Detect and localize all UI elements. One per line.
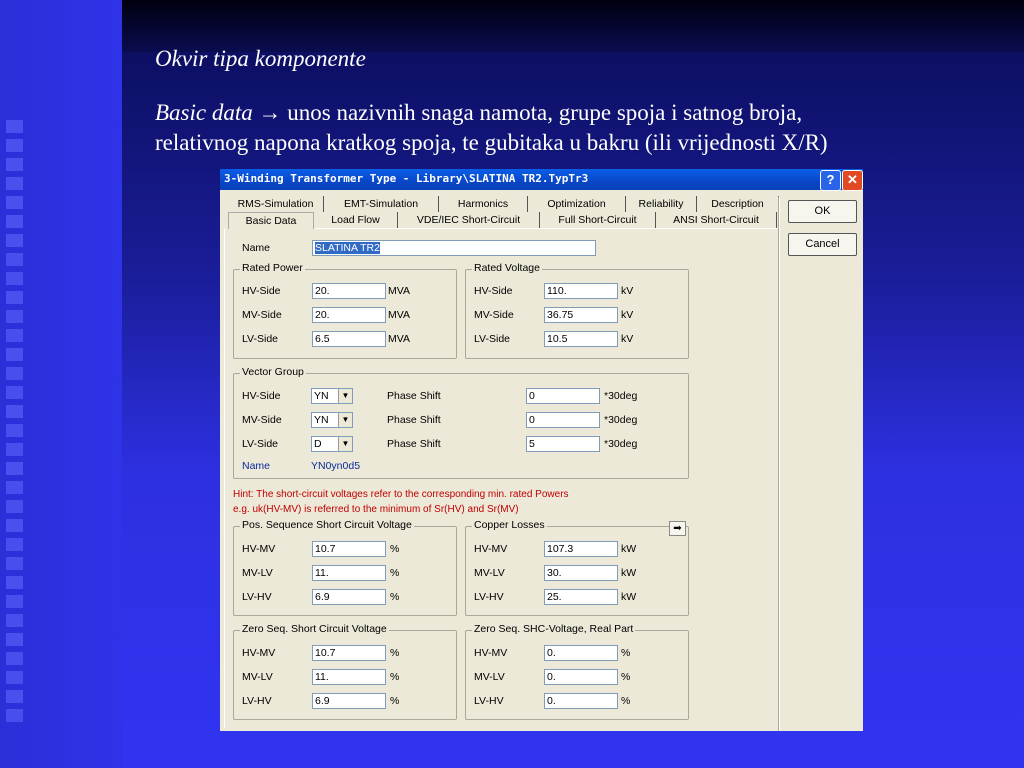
- tab-description[interactable]: Description: [697, 196, 779, 212]
- tab-rms-simulation[interactable]: RMS-Simulation: [228, 196, 324, 212]
- zero-real-lvhv-input[interactable]: 0.: [544, 693, 618, 709]
- rated-power-lv-input[interactable]: 6.5: [312, 331, 386, 347]
- decorative-square: [6, 158, 23, 171]
- decorative-square: [6, 519, 23, 532]
- zero-real-lvhv-unit: %: [621, 695, 631, 707]
- close-button[interactable]: ✕: [842, 170, 863, 191]
- vector-mv-shift-unit: *30deg: [604, 414, 638, 426]
- slide-heading: Okvir tipa komponente: [155, 46, 366, 71]
- zero-seq-hvmv-input[interactable]: 10.7: [312, 645, 386, 661]
- rated-voltage-lv-label: LV-Side: [474, 333, 510, 345]
- rated-power-hv-unit: MVA: [388, 285, 410, 297]
- zero-real-hvmv-label: HV-MV: [474, 647, 508, 659]
- rated-voltage-mv-unit: kV: [621, 309, 634, 321]
- decorative-square: [6, 253, 23, 266]
- tab-full-short-circuit[interactable]: Full Short-Circuit: [540, 212, 656, 228]
- vector-group-group: [233, 366, 689, 479]
- tabs-row-2: [228, 212, 778, 229]
- pos-seq-mvlv-label: MV-LV: [242, 567, 273, 579]
- decorative-square: [6, 557, 23, 570]
- rated-power-mv-input[interactable]: 20.: [312, 307, 386, 323]
- rated-power-lv-label: LV-Side: [242, 333, 278, 345]
- decorative-square: [6, 120, 23, 133]
- vector-hv-shift-unit: *30deg: [604, 390, 638, 402]
- tab-panel-divider: [778, 197, 780, 731]
- slide-line-3: relativnog napona kratkog spoja, te gubitaka u bakru (ili vrijednosti X/R): [155, 130, 828, 155]
- zero-real-title: Zero Seq. SHC-Voltage, Real Part: [474, 623, 634, 635]
- vector-lv-select[interactable]: [311, 436, 353, 452]
- dropdown-arrow-icon[interactable]: ▼: [338, 437, 352, 451]
- vector-name-value: YN0yn0d5: [311, 460, 361, 472]
- vector-hv-label: HV-Side: [242, 390, 281, 402]
- rated-voltage-hv-input[interactable]: 110.: [544, 283, 618, 299]
- tab-ansi-short-circuit[interactable]: ANSI Short-Circuit: [656, 212, 777, 228]
- copper-hvmv-label: HV-MV: [474, 543, 508, 555]
- decorative-square: [6, 348, 23, 361]
- copper-hvmv-unit: kW: [621, 543, 637, 555]
- decorative-square: [6, 671, 23, 684]
- zero-seq-mvlv-input[interactable]: 11.: [312, 669, 386, 685]
- copper-lvhv-input[interactable]: 25.: [544, 589, 618, 605]
- decorative-square: [6, 614, 23, 627]
- vector-mv-select[interactable]: [311, 412, 353, 428]
- vector-mv-select-value: YN: [314, 414, 329, 426]
- decorative-square: [6, 405, 23, 418]
- tab-load-flow[interactable]: Load Flow: [314, 212, 398, 228]
- zero-seq-hvmv-label: HV-MV: [242, 647, 276, 659]
- copper-mvlv-label: MV-LV: [474, 567, 505, 579]
- tab-emt-simulation[interactable]: EMT-Simulation: [324, 196, 439, 212]
- decorative-square: [6, 272, 23, 285]
- name-value: SLATINA TR2: [315, 242, 380, 254]
- copper-mvlv-input[interactable]: 30.: [544, 565, 618, 581]
- decorative-square: [6, 443, 23, 456]
- decorative-square: [6, 177, 23, 190]
- zero-real-lvhv-label: LV-HV: [474, 695, 504, 707]
- tab-vde-iec-short-circuit[interactable]: VDE/IEC Short-Circuit: [398, 212, 540, 228]
- slide-line-2-italic: Basic data →: [155, 100, 282, 125]
- pos-seq-title: Pos. Sequence Short Circuit Voltage: [242, 519, 412, 531]
- rated-power-hv-input[interactable]: 20.: [312, 283, 386, 299]
- copper-losses-group: [465, 519, 689, 616]
- zero-seq-mvlv-label: MV-LV: [242, 671, 273, 683]
- decorative-square: [6, 424, 23, 437]
- zero-seq-lvhv-unit: %: [390, 695, 400, 707]
- decorative-square: [6, 481, 23, 494]
- decorative-square: [6, 462, 23, 475]
- copper-lvhv-unit: kW: [621, 591, 637, 603]
- rated-voltage-hv-label: HV-Side: [474, 285, 513, 297]
- tab-basic-data[interactable]: Basic Data: [228, 212, 314, 229]
- pos-seq-hvmv-input[interactable]: 10.7: [312, 541, 386, 557]
- vector-group-title: Vector Group: [242, 366, 304, 378]
- rated-voltage-title: Rated Voltage: [474, 262, 540, 274]
- decorative-square: [6, 310, 23, 323]
- tab-harmonics[interactable]: Harmonics: [439, 196, 528, 212]
- copper-losses-title: Copper Losses: [474, 519, 545, 531]
- copper-lvhv-label: LV-HV: [474, 591, 504, 603]
- zero-real-hvmv-unit: %: [621, 647, 631, 659]
- copper-mvlv-unit: kW: [621, 567, 637, 579]
- vector-hv-shift-input[interactable]: 0: [526, 388, 600, 404]
- zero-seq-title: Zero Seq. Short Circuit Voltage: [242, 623, 387, 635]
- decorative-square: [6, 196, 23, 209]
- decorative-square: [6, 595, 23, 608]
- cancel-button[interactable]: Cancel: [788, 233, 857, 256]
- pos-seq-group: [233, 519, 457, 616]
- rated-voltage-group: [465, 262, 689, 359]
- copper-hvmv-input[interactable]: 107.3: [544, 541, 618, 557]
- dialog-titlebar[interactable]: [220, 169, 863, 190]
- vector-mv-shift-input[interactable]: 0: [526, 412, 600, 428]
- decorative-square: [6, 139, 23, 152]
- pos-seq-hvmv-label: HV-MV: [242, 543, 276, 555]
- tab-reliability[interactable]: Reliability: [626, 196, 697, 212]
- decorative-square: [6, 652, 23, 665]
- decorative-square: [6, 576, 23, 589]
- rated-power-mv-unit: MVA: [388, 309, 410, 321]
- zero-seq-lvhv-label: LV-HV: [242, 695, 272, 707]
- vector-mv-shift-label: Phase Shift: [387, 414, 441, 426]
- hint-line-2: e.g. uk(HV-MV) is referred to the minimum of Sr(HV) and Sr(MV): [233, 504, 519, 515]
- vector-lv-shift-label: Phase Shift: [387, 438, 441, 450]
- decorative-square: [6, 291, 23, 304]
- decorative-square: [6, 386, 23, 399]
- vector-hv-select[interactable]: [311, 388, 353, 404]
- vector-hv-shift-label: Phase Shift: [387, 390, 441, 402]
- rated-power-hv-label: HV-Side: [242, 285, 281, 297]
- vector-mv-label: MV-Side: [242, 414, 282, 426]
- hint-line-1: Hint: The short-circuit voltages refer to the corresponding min. rated Powers: [233, 489, 569, 500]
- decorative-square: [6, 367, 23, 380]
- pos-seq-lvhv-unit: %: [390, 591, 400, 603]
- decorative-square: [6, 538, 23, 551]
- decorative-square: [6, 215, 23, 228]
- rated-power-group: [233, 262, 457, 359]
- basic-data-panel: [224, 228, 778, 728]
- zero-seq-group: [233, 623, 457, 720]
- zero-real-mvlv-unit: %: [621, 671, 631, 683]
- decorative-square: [6, 709, 23, 722]
- decorative-square: [6, 500, 23, 513]
- slide-line-2: [155, 98, 802, 127]
- vector-lv-shift-unit: *30deg: [604, 438, 638, 450]
- decorative-square: [6, 329, 23, 342]
- zero-real-group: [465, 623, 689, 720]
- decorative-square: [6, 234, 23, 247]
- zero-seq-lvhv-input[interactable]: 6.9: [312, 693, 386, 709]
- transformer-type-dialog: [220, 169, 863, 731]
- tabs-row-1: [228, 196, 778, 212]
- decorative-square: [6, 633, 23, 646]
- rated-voltage-hv-unit: kV: [621, 285, 634, 297]
- rated-voltage-mv-label: MV-Side: [474, 309, 514, 321]
- rated-power-mv-label: MV-Side: [242, 309, 282, 321]
- dialog-title: 3-Winding Transformer Type - Library\SLATINA TR2.TypTr3: [224, 172, 589, 185]
- vector-lv-shift-input[interactable]: 5: [526, 436, 600, 452]
- rated-power-title: Rated Power: [242, 262, 303, 274]
- zero-real-hvmv-input[interactable]: 0.: [544, 645, 618, 661]
- zero-real-mvlv-input[interactable]: 0.: [544, 669, 618, 685]
- rated-voltage-lv-input[interactable]: 10.5: [544, 331, 618, 347]
- name-input[interactable]: [312, 240, 596, 256]
- rated-voltage-lv-unit: kV: [621, 333, 634, 345]
- dropdown-arrow-icon[interactable]: ▼: [338, 413, 352, 427]
- rated-power-lv-unit: MVA: [388, 333, 410, 345]
- vector-name-label: Name: [242, 460, 271, 472]
- slide-line-2-text: unos nazivnih snaga namota, grupe spoja i satnog broja,: [281, 100, 803, 125]
- decorative-square: [6, 690, 23, 703]
- pos-seq-lvhv-label: LV-HV: [242, 591, 272, 603]
- pos-seq-lvhv-input[interactable]: 6.9: [312, 589, 386, 605]
- pos-seq-hvmv-unit: %: [390, 543, 400, 555]
- zero-seq-mvlv-unit: %: [390, 671, 400, 683]
- name-label: Name: [242, 242, 271, 254]
- zero-real-mvlv-label: MV-LV: [474, 671, 505, 683]
- zero-seq-hvmv-unit: %: [390, 647, 400, 659]
- arrow-right-icon[interactable]: ➡: [669, 521, 686, 536]
- help-button[interactable]: ?: [820, 170, 841, 191]
- dropdown-arrow-icon[interactable]: ▼: [338, 389, 352, 403]
- rated-voltage-mv-input[interactable]: 36.75: [544, 307, 618, 323]
- vector-lv-select-value: D: [314, 438, 322, 450]
- pos-seq-mvlv-input[interactable]: 11.: [312, 565, 386, 581]
- pos-seq-mvlv-unit: %: [390, 567, 400, 579]
- vector-hv-select-value: YN: [314, 390, 329, 402]
- tab-optimization[interactable]: Optimization: [528, 196, 626, 212]
- vector-lv-label: LV-Side: [242, 438, 278, 450]
- ok-button[interactable]: OK: [788, 200, 857, 223]
